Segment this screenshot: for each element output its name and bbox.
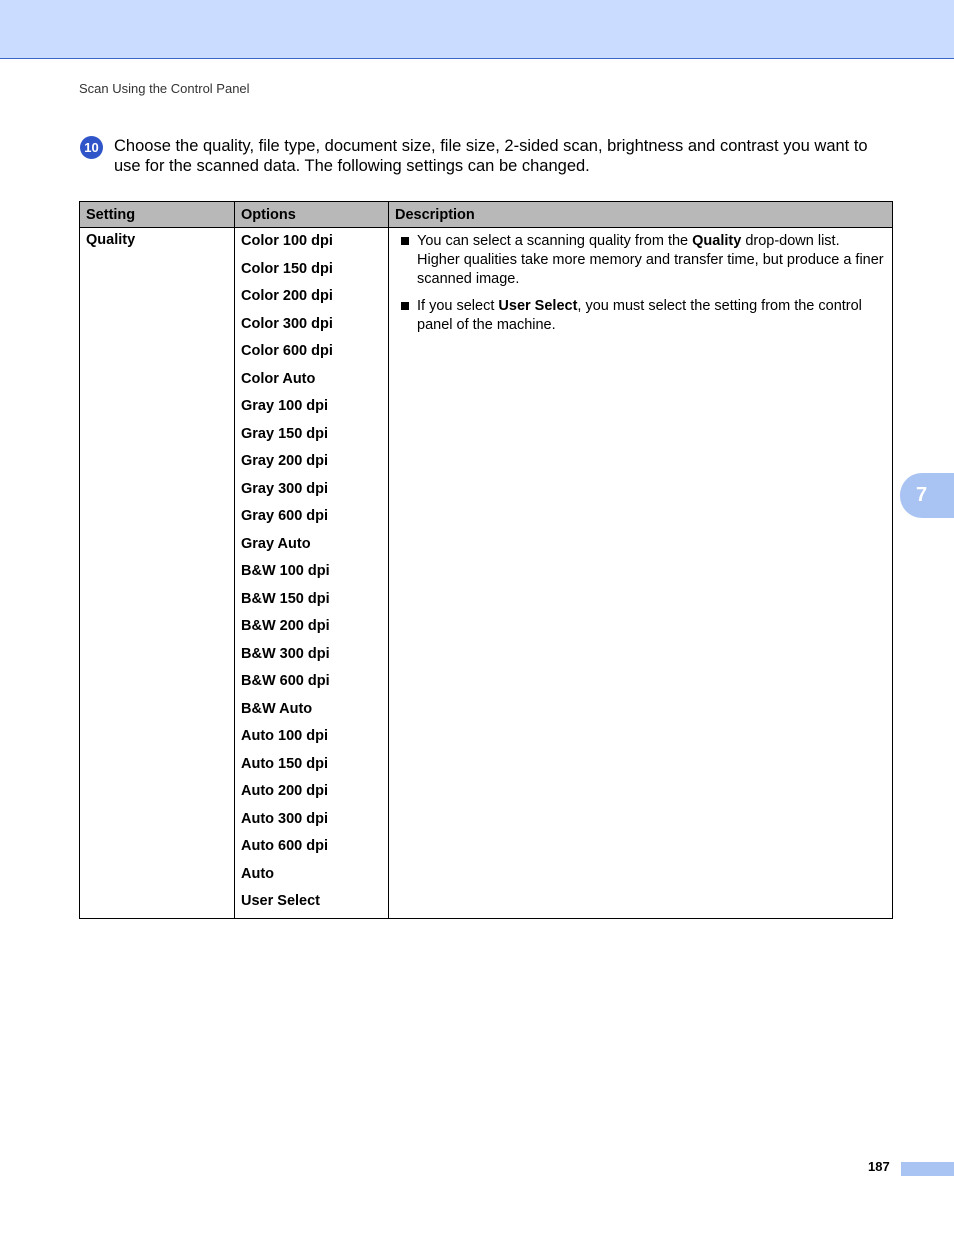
option-item: Auto <box>241 865 275 882</box>
option-item: Gray 600 dpi <box>241 508 329 524</box>
table-row <box>80 228 893 919</box>
description-bold-term: User Select <box>498 298 578 314</box>
option-item: Auto 600 dpi <box>241 838 329 854</box>
description-bullet-2 <box>395 297 886 335</box>
option-item: Color 600 dpi <box>241 343 333 359</box>
option-item: Color 300 dpi <box>241 315 333 332</box>
option-item: Auto 100 dpi <box>241 728 329 744</box>
description-bold-term: Quality <box>692 233 742 249</box>
option-item: Gray 100 dpi <box>241 398 329 414</box>
header-setting: Setting <box>80 202 235 228</box>
description-text: If you select <box>417 298 499 314</box>
step-10 <box>80 136 892 176</box>
page-number: 187 <box>868 1159 890 1174</box>
option-item: Color 100 dpi <box>241 233 333 249</box>
option-item: B&W 100 dpi <box>241 563 330 579</box>
description-text: You can select a scanning quality from the <box>417 233 693 249</box>
option-item: User Select <box>241 893 320 909</box>
option-item: Gray 200 dpi <box>241 453 329 469</box>
option-item: B&W Auto <box>241 700 313 717</box>
description-bullet-1 <box>395 232 886 289</box>
description-text: drop-down list. Higher qualities take more memory and transfer time, but produce a finer scanned image. <box>417 233 884 287</box>
step-number-badge: 10 <box>80 136 103 159</box>
chapter-tab: 7 <box>900 473 954 518</box>
description-cell <box>389 228 893 919</box>
option-item: B&W 200 dpi <box>241 618 330 634</box>
square-bullet-icon <box>401 237 409 245</box>
setting-cell <box>80 228 235 919</box>
option-item: B&W 300 dpi <box>241 645 330 662</box>
square-bullet-icon <box>401 302 409 310</box>
table-header-row <box>80 202 893 228</box>
header-options: Options <box>235 202 389 228</box>
option-item: Color 150 dpi <box>241 260 333 277</box>
description-text: , you must select the setting from the control panel of the machine. <box>417 298 862 333</box>
quality-settings-table <box>79 201 893 919</box>
options-cell <box>235 228 389 919</box>
step-instruction: Choose the quality, file type, document size, file size, 2-sided scan, brightness and contrast you want to use for the scanned data. The following settings can be changed. <box>114 137 868 175</box>
option-item: B&W 150 dpi <box>241 590 330 607</box>
option-item: Auto 150 dpi <box>241 755 329 772</box>
option-item: B&W 600 dpi <box>241 673 330 689</box>
option-item: Gray 300 dpi <box>241 480 329 497</box>
header-band <box>0 0 954 59</box>
option-item: Gray Auto <box>241 535 311 552</box>
option-item: Gray 150 dpi <box>241 425 329 442</box>
running-head: Scan Using the Control Panel <box>79 81 250 96</box>
option-item: Auto 300 dpi <box>241 810 329 827</box>
setting-name: Quality <box>86 232 136 248</box>
page-number-bar <box>901 1162 954 1176</box>
header-description: Description <box>389 202 893 228</box>
option-item: Color Auto <box>241 370 316 387</box>
option-item: Auto 200 dpi <box>241 783 329 799</box>
option-item: Color 200 dpi <box>241 288 333 304</box>
